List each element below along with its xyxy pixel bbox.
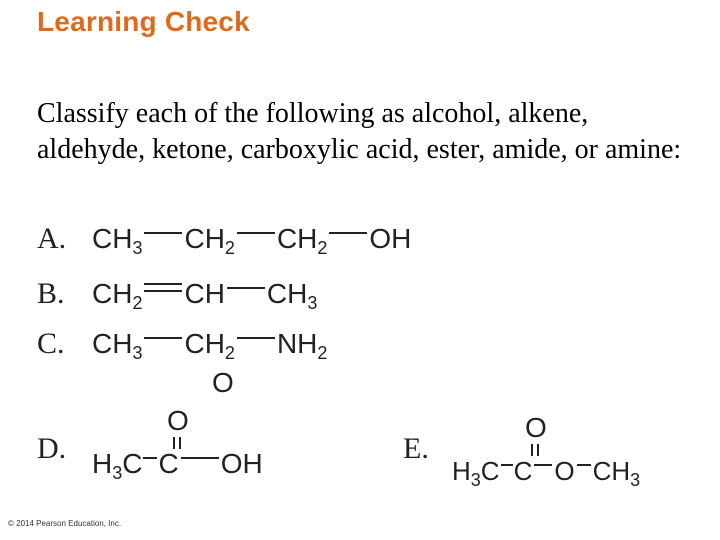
- slide-title: Learning Check: [37, 6, 250, 37]
- item-e-formula: $H_3C$ C O $CH_3$: [452, 456, 641, 490]
- item-e-double-bond: [531, 444, 539, 456]
- item-c-formula: $CH_3$ $CH_2$ $NH_2$: [92, 328, 328, 363]
- item-c-letter: C.: [37, 327, 65, 360]
- item-b-letter: B.: [37, 277, 65, 310]
- item-d-letter: D.: [37, 432, 67, 465]
- instructions-text: Classify each of the following as alcohol, alkene, aldehyde, ketone, carboxylic acid, ester, amide, or amine:: [37, 98, 682, 165]
- item-a-formula: $CH_3$ $CH_2$ $CH_2$ OH: [92, 223, 412, 258]
- item-d-formula: $H_3C$ C OH: [92, 448, 263, 483]
- item-d-carbonyl-oxygen: O: [167, 405, 189, 436]
- item-e-carbonyl-oxygen: O: [525, 412, 547, 443]
- item-b-formula: $CH_2$ CH $CH_3$: [92, 278, 318, 313]
- item-a-letter: A.: [37, 222, 67, 255]
- stray-oxygen: O: [212, 367, 234, 398]
- item-e-letter: E.: [403, 432, 429, 465]
- copyright-notice: © 2014 Pearson Education, Inc.: [8, 519, 122, 528]
